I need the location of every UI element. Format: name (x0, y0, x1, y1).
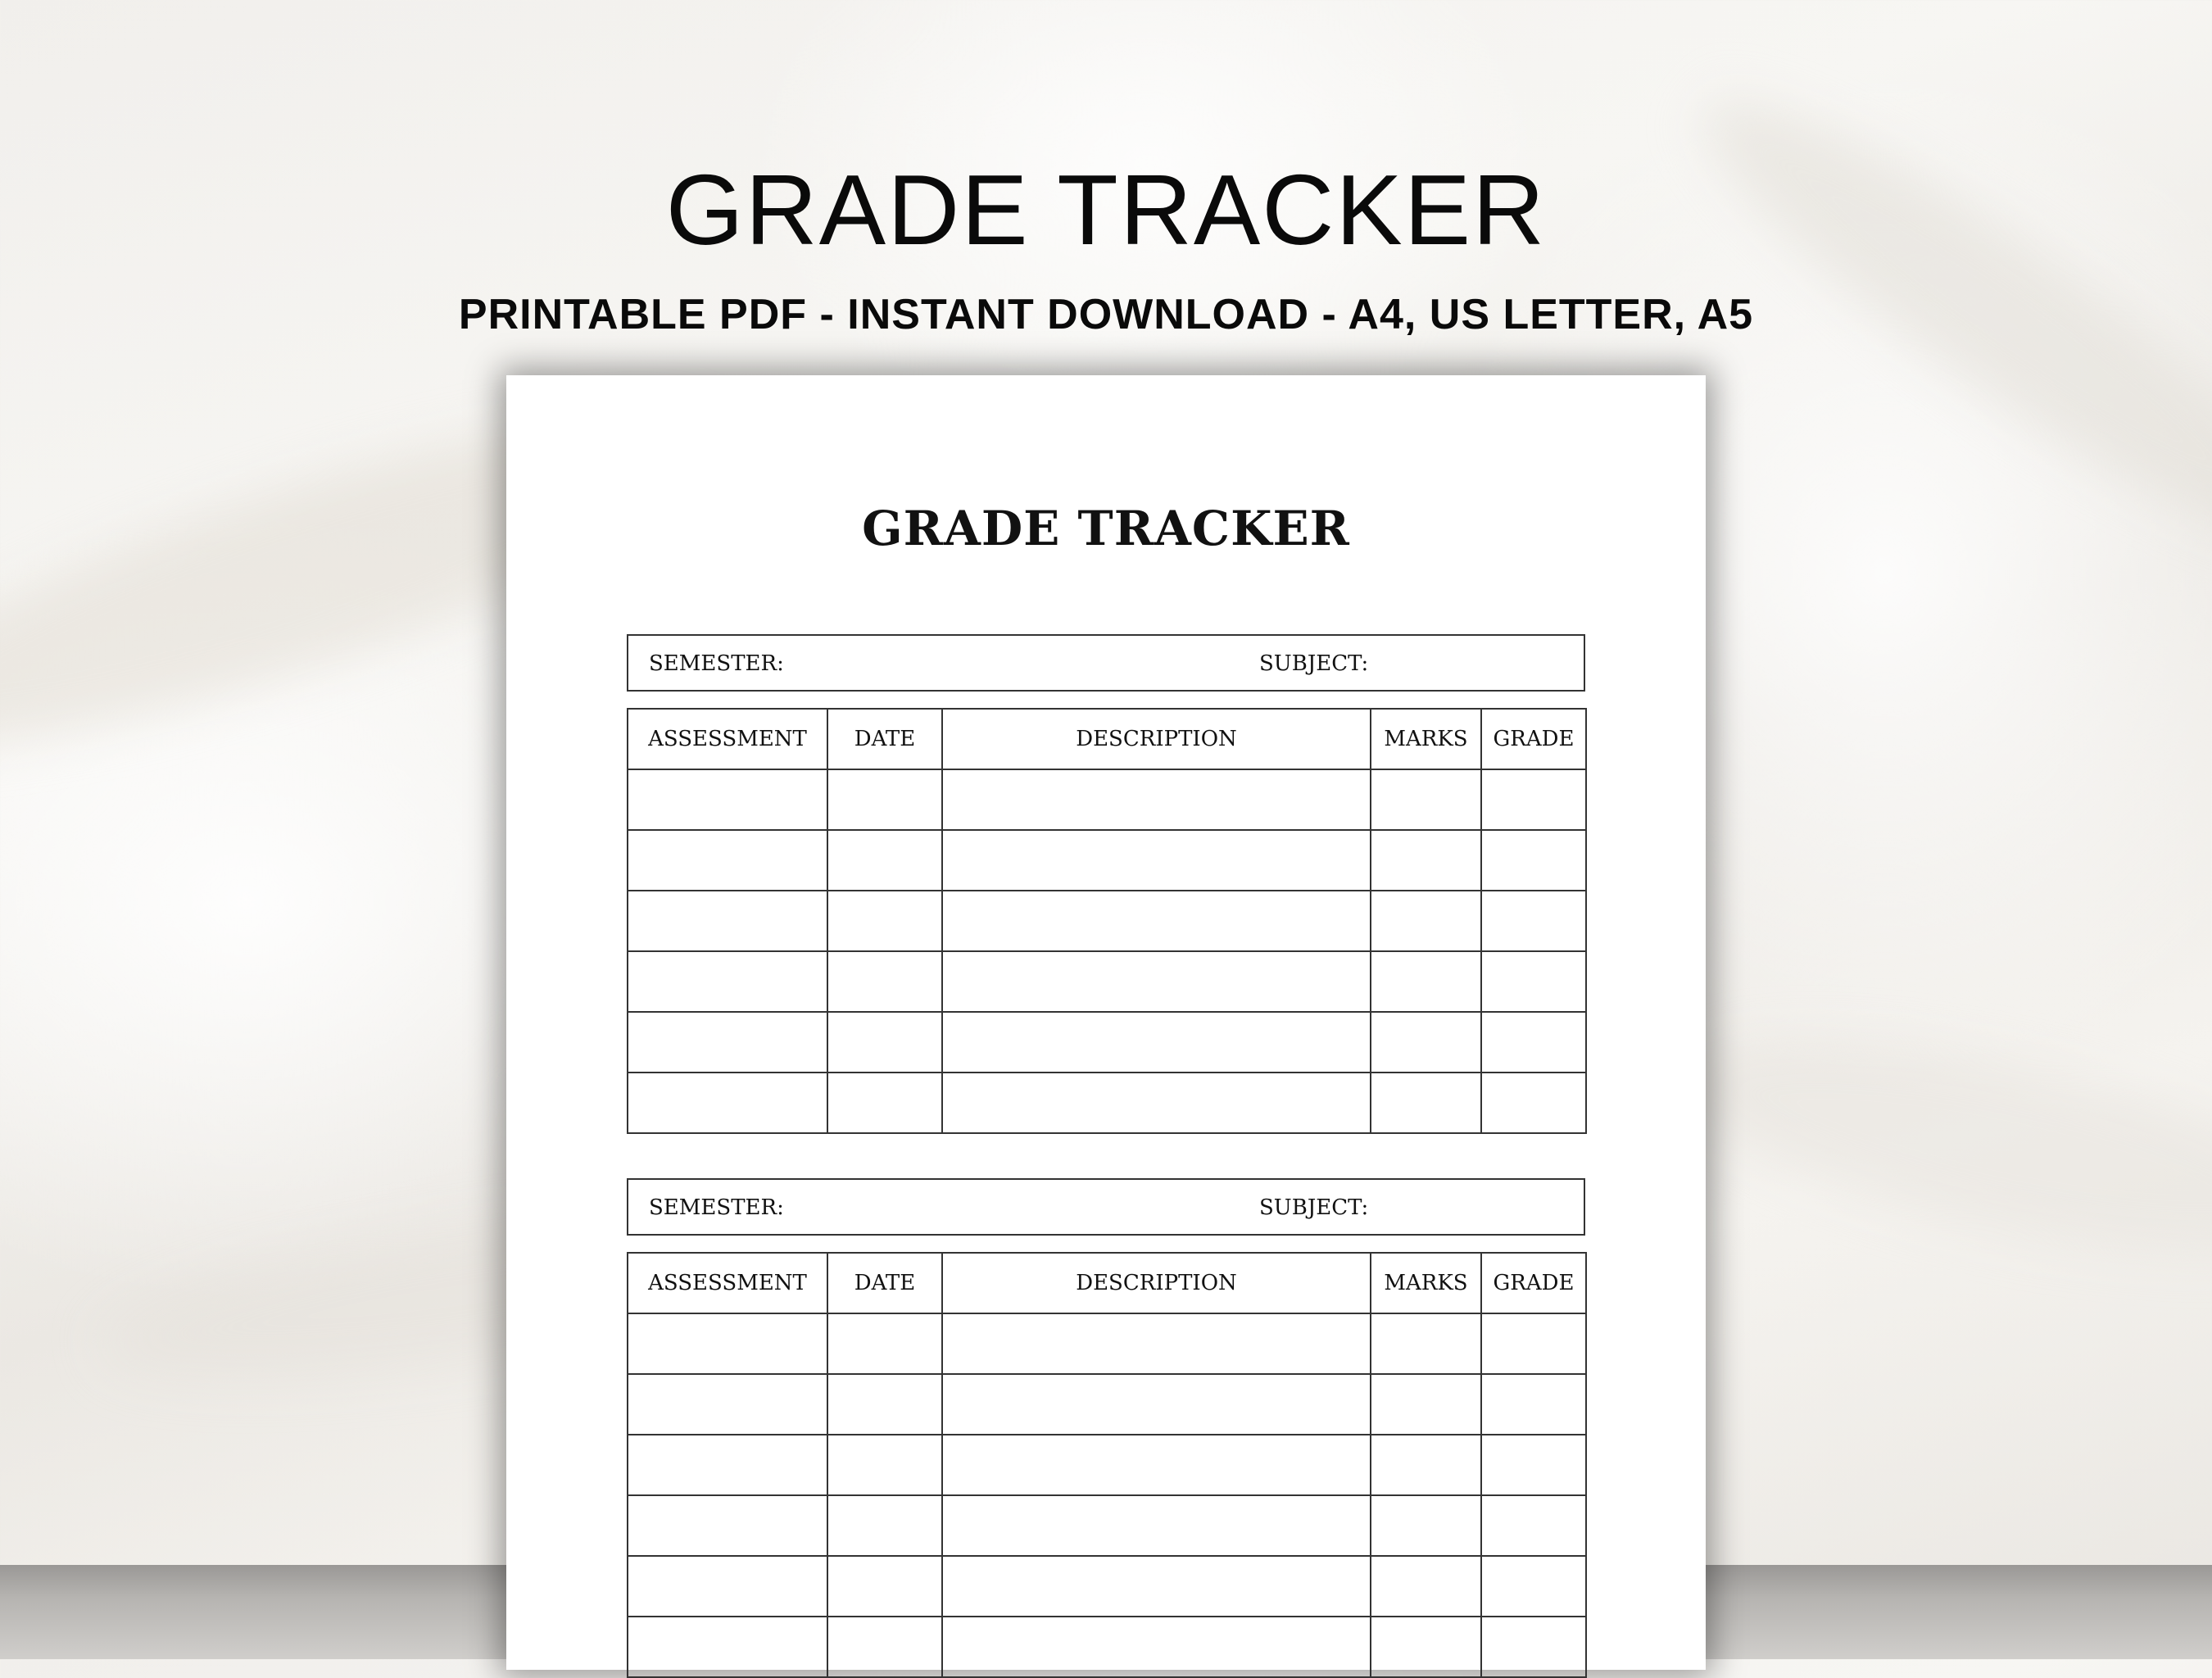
table-cell (942, 769, 1371, 830)
table-row (628, 1073, 1586, 1133)
tracker-block (627, 634, 1585, 1134)
column-header-marks: MARKS (1371, 709, 1481, 769)
table-cell (942, 1012, 1371, 1073)
table-cell (1371, 1313, 1481, 1374)
table-cell (827, 1374, 942, 1435)
table-cell (628, 1617, 827, 1677)
table-row (628, 951, 1586, 1012)
table-cell (1481, 769, 1586, 830)
printable-sheet (506, 375, 1706, 1670)
table-header-row (628, 709, 1586, 769)
table-cell (1371, 1012, 1481, 1073)
table-row (628, 1556, 1586, 1617)
table-cell (628, 769, 827, 830)
page-subtitle: PRINTABLE PDF - INSTANT DOWNLOAD - A4, US LETTER, A5 (458, 291, 1754, 338)
sheet-title: GRADE TRACKER (862, 501, 1350, 556)
semester-subject-box (627, 634, 1585, 692)
grade-table (627, 708, 1587, 1134)
column-header-date: DATE (827, 1253, 942, 1313)
table-cell (942, 1617, 1371, 1677)
table-cell (628, 1435, 827, 1495)
table-cell (1371, 951, 1481, 1012)
table-cell (942, 1495, 1371, 1556)
grade-table (627, 1252, 1587, 1678)
column-header-marks: MARKS (1371, 1253, 1481, 1313)
table-cell (827, 951, 942, 1012)
table-cell (1481, 951, 1586, 1012)
table-cell (628, 1313, 827, 1374)
table-cell (827, 1012, 942, 1073)
table-row (628, 1012, 1586, 1073)
table-cell (1481, 891, 1586, 951)
table-cell (628, 951, 827, 1012)
table-cell (827, 830, 942, 891)
table-cell (942, 951, 1371, 1012)
table-cell (827, 1313, 942, 1374)
table-cell (942, 830, 1371, 891)
table-cell (827, 769, 942, 830)
semester-subject-box (627, 1178, 1585, 1236)
table-cell (1371, 1617, 1481, 1677)
subject-label: SUBJECT: (1259, 1195, 1369, 1220)
table-cell (1371, 1374, 1481, 1435)
table-cell (1481, 1374, 1586, 1435)
semester-label: SEMESTER: (649, 1195, 784, 1220)
table-cell (1481, 1313, 1586, 1374)
table-cell (1371, 891, 1481, 951)
column-header-assessment: ASSESSMENT (628, 709, 827, 769)
table-row (628, 1374, 1586, 1435)
table-row (628, 769, 1586, 830)
column-header-date: DATE (827, 709, 942, 769)
table-cell (827, 891, 942, 951)
table-cell (827, 1435, 942, 1495)
table-cell (1371, 1495, 1481, 1556)
table-cell (628, 1374, 827, 1435)
page-title: GRADE TRACKER (665, 154, 1547, 265)
subject-label: SUBJECT: (1259, 651, 1369, 676)
column-header-description: DESCRIPTION (942, 1253, 1371, 1313)
table-cell (628, 830, 827, 891)
table-cell (1481, 1495, 1586, 1556)
table-cell (1371, 1556, 1481, 1617)
table-cell (1371, 1073, 1481, 1133)
table-cell (827, 1073, 942, 1133)
table-cell (827, 1556, 942, 1617)
table-cell (1371, 1435, 1481, 1495)
table-cell (1481, 1435, 1586, 1495)
table-cell (628, 1073, 827, 1133)
table-cell (827, 1495, 942, 1556)
table-row (628, 1617, 1586, 1677)
column-header-assessment: ASSESSMENT (628, 1253, 827, 1313)
table-row (628, 830, 1586, 891)
column-header-grade: GRADE (1481, 709, 1586, 769)
table-cell (628, 1495, 827, 1556)
semester-label: SEMESTER: (649, 651, 784, 676)
table-cell (942, 1313, 1371, 1374)
table-row (628, 1435, 1586, 1495)
tracker-block (627, 1178, 1585, 1678)
table-cell (1371, 830, 1481, 891)
table-cell (942, 1435, 1371, 1495)
table-cell (1481, 1012, 1586, 1073)
table-cell (942, 891, 1371, 951)
table-row (628, 1495, 1586, 1556)
table-cell (942, 1374, 1371, 1435)
table-header-row (628, 1253, 1586, 1313)
table-cell (628, 1012, 827, 1073)
table-cell (628, 1556, 827, 1617)
column-header-grade: GRADE (1481, 1253, 1586, 1313)
table-cell (1481, 1617, 1586, 1677)
table-row (628, 1313, 1586, 1374)
table-cell (628, 891, 827, 951)
table-cell (942, 1073, 1371, 1133)
table-cell (1481, 1556, 1586, 1617)
table-row (628, 891, 1586, 951)
table-cell (1481, 1073, 1586, 1133)
column-header-description: DESCRIPTION (942, 709, 1371, 769)
table-cell (827, 1617, 942, 1677)
fabric-fold (1670, 999, 2212, 1295)
table-cell (942, 1556, 1371, 1617)
table-cell (1481, 830, 1586, 891)
table-cell (1371, 769, 1481, 830)
